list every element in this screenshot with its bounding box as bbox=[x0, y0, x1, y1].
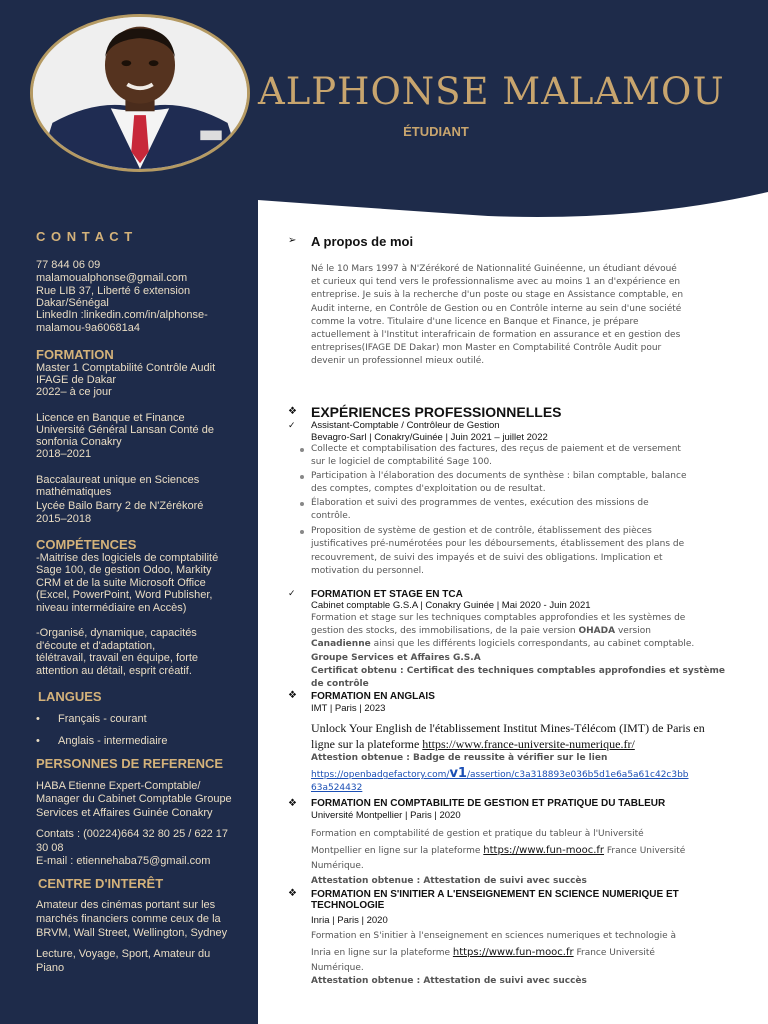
reference-contact-line: Contats : (00224)664 32 80 25 / 622 17 bbox=[36, 828, 229, 840]
job4-attestation: Attestation obtenue : Attestation de suivi avec succès bbox=[311, 876, 587, 886]
diamond-icon: ❖ bbox=[288, 888, 297, 899]
job5-sub: Inria | Paris | 2020 bbox=[311, 915, 388, 926]
check-icon: ✓ bbox=[288, 588, 296, 598]
interet-line: Lecture, Voyage, Sport, Amateur du bbox=[36, 948, 211, 960]
competences-line: -Organisé, dynamique, capacités bbox=[36, 627, 197, 639]
interet-line: BRVM, Wall Street, Wellington, Sydney bbox=[36, 927, 228, 939]
contact-phone: 77 844 06 09 bbox=[36, 259, 101, 271]
formation-line: Licence en Banque et Finance bbox=[36, 412, 185, 424]
job5-title: FORMATION EN S'INITIER A L'ENSEIGNEMENT EN SCIENCE NUMERIQUE ET TECHNOLOGIE bbox=[311, 889, 679, 911]
interet-heading: CENTRE D'INTERÊT bbox=[38, 876, 164, 891]
candidate-title: ÉTUDIANT bbox=[403, 124, 469, 139]
about-paragraph: Né le 10 Mars 1997 à N'Zérékoré de Nationnalité Guinéenne, un étudiant dévoué et curieux qui tend vers le professionnalisme avec au moins 1 an d'expérience en entreprise. Je suis à la recherche d'un poste ou stage en Assistance comptable, en Audit interne, en Contrôle de Gestion ou en Contrôle interne au sein d'une société comme la votre. Titulaire d'une licence en Banque et Finance, je prépare actuellement à l'Institut interafricain de formation en assurance et en gestion des entreprises(IFAGE DE Dakar) mon Master en Comptabilité Contrôle Audit pour devenir un professionnel mieux outilé. bbox=[311, 264, 684, 367]
competences-line: d'écoute et d'adaptation, bbox=[36, 640, 156, 652]
diamond-icon: ❖ bbox=[288, 406, 297, 417]
job1-bullet: Élaboration et suivi des programmes de ventes, exécution des missions de contrôle. bbox=[311, 497, 756, 524]
contact-address-line2: Dakar/Sénégal bbox=[36, 297, 109, 309]
job3-title: FORMATION EN ANGLAIS bbox=[311, 691, 435, 702]
arrow-icon: ➢ bbox=[288, 235, 297, 246]
profile-photo-image bbox=[33, 17, 247, 169]
job1-bullet: Collecte et comptabilisation des factures, des reçus de paiement et de versement sur le logiciel de comptabilité Sage 100. bbox=[311, 443, 756, 470]
competences-line: Sage 100, de gestion Odoo, Markity bbox=[36, 564, 212, 576]
interet-line: marchés financiers comme ceux de la bbox=[36, 913, 221, 925]
job1-bullet: Proposition de système de gestion et de contrôle, établissement des pièces justificatives pré-numérotées pour les déboursements, établissement des plans de recouvrement, de suivi des impayés et de suivi des obligations. Implication et motivation du personnel. bbox=[311, 525, 756, 579]
job5-description: Formation en S'initier à l'enseignement en sciences numeriques et technologie à Inria en ligne sur la plateforme https://www.fun-mooc.fr France Université Numérique. bbox=[311, 931, 677, 973]
fun-mooc-link[interactable]: https://www.fun-mooc.fr bbox=[483, 844, 605, 856]
job3-sub: IMT | Paris | 2023 bbox=[311, 703, 386, 714]
job2-company: Cabinet comptable G.S.A | Conakry Guinée | Mai 2020 - Juin 2021 bbox=[311, 600, 591, 611]
competences-line: CRM et de la suite Microsoft Office bbox=[36, 577, 206, 589]
job4-sub: Université Montpellier | Paris | 2020 bbox=[311, 810, 461, 821]
contact-heading: C O N T A C T bbox=[36, 229, 134, 244]
formation-line: 2022– à ce jour bbox=[36, 386, 112, 398]
formation-line: Université Général Lansan Conté de bbox=[36, 424, 214, 436]
reference-line: Services et Affaires Guinée Conakry bbox=[36, 807, 213, 819]
formation-line: sonfonia Conakry bbox=[36, 436, 122, 448]
competences-heading: COMPÉTENCES bbox=[36, 537, 137, 552]
formation-line: 2018–2021 bbox=[36, 448, 92, 460]
reference-line: Manager du Cabinet Comptable Groupe bbox=[36, 793, 232, 805]
contact-email: malamoualphonse@gmail.com bbox=[36, 272, 188, 284]
competences-line: (Excel, PowerPoint, Word Publisher, bbox=[36, 589, 213, 601]
langue-item: • Anglais - intermediaire bbox=[36, 735, 168, 747]
experiences-heading: EXPÉRIENCES PROFESSIONNELLES bbox=[311, 404, 562, 420]
formation-line: IFAGE de Dakar bbox=[36, 374, 117, 386]
formation-heading: FORMATION bbox=[36, 347, 114, 362]
interet-line: Amateur des cinémas portant sur les bbox=[36, 899, 216, 911]
reference-line: HABA Etienne Expert-Comptable/ bbox=[36, 780, 201, 792]
langues-heading: LANGUES bbox=[38, 689, 102, 704]
competences-line: niveau intermédiaire en Accès) bbox=[36, 602, 187, 614]
diamond-icon: ❖ bbox=[288, 798, 297, 809]
job5-attestation: Attestation obtenue : Attestation de suivi avec succès bbox=[311, 976, 587, 986]
about-heading: A propos de moi bbox=[311, 234, 414, 249]
job1-title: Assistant-Comptable / Contrôleur de Gestion bbox=[311, 420, 500, 431]
job4-title: FORMATION EN COMPTABILITE DE GESTION ET PRATIQUE DU TABLEUR bbox=[311, 798, 666, 809]
formation-line: Master 1 Comptabilité Contrôle Audit bbox=[36, 362, 216, 374]
formation-line: Baccalaureat unique en Sciences bbox=[36, 474, 200, 486]
reference-contact-line: 30 08 bbox=[36, 842, 64, 854]
competences-line: -Maitrise des logiciels de comptabilité bbox=[36, 552, 219, 564]
competences-line: attention au détail, esprit créatif. bbox=[36, 665, 192, 677]
job1-bullet: Participation à l'élaboration des documents de synthèse : bilan comptable, balance des comptes, comptes d'exploitation ou de resultat. bbox=[311, 470, 756, 497]
openbadge-link[interactable]: https://openbadgefactory.com/v1/assertion/c3a318893e036b5d1e6a5a61c42c3bb bbox=[311, 766, 689, 781]
reference-heading: PERSONNES DE REFERENCE bbox=[36, 756, 224, 771]
fun-mooc-link[interactable]: https://www.fun-mooc.fr bbox=[452, 946, 574, 958]
formation-line: mathématiques bbox=[36, 486, 112, 498]
job2-title: FORMATION ET STAGE EN TCA bbox=[311, 589, 463, 600]
formation-line: 2015–2018 bbox=[36, 513, 92, 525]
contact-address-line1: Rue LIB 37, Liberté 6 extension bbox=[36, 285, 191, 297]
job4-description: Formation en comptabilité de gestion et pratique du tableur à l'Université Montpellier en ligne sur la plateforme https://www.fun-mooc.fr France Université Numérique. bbox=[311, 829, 686, 871]
job3-line1: Unlock Your English de l'établissement Institut Mines-Télécom (IMT) de Paris en bbox=[311, 721, 705, 735]
main-content bbox=[258, 0, 768, 1024]
job3-attestation: Attestion obtenue : Badge de reussite à vérifier sur le lien bbox=[311, 753, 608, 763]
competences-line: télétravail, travail en équipe, forte bbox=[36, 652, 199, 664]
contact-linkedin-line2: malamou-9a60681a4 bbox=[36, 322, 140, 334]
reference-contact-line: E-mail : etiennehaba75@gmail.com bbox=[36, 855, 211, 867]
contact-linkedin-line1: LinkedIn :linkedin.com/in/alphonse- bbox=[36, 309, 208, 321]
interet-line: Piano bbox=[36, 962, 65, 974]
profile-photo bbox=[30, 14, 250, 172]
langue-item: • Français - courant bbox=[36, 713, 147, 725]
job3-line2: ligne sur la plateforme https://www.france-universite-numerique.fr/ bbox=[311, 737, 635, 751]
openbadge-link-end[interactable]: 63a524432 bbox=[311, 783, 363, 793]
candidate-name: ALPHONSE MALAMOU bbox=[258, 70, 725, 113]
job2-description: Formation et stage sur les techniques comptables approfondies et les systèmes de gestion des stocks, des immobilisations, de la paie version OHADA version Canadienne ainsi que les différents logiciels correspondants, au cabinet comptable. Groupe Services et Affaires G.S.A Certificat obtenu : Certificat des techniques comptables approfondies et système de contrôle bbox=[311, 613, 725, 690]
formation-line: Lycée Bailo Barry 2 de N'Zérékoré bbox=[36, 500, 204, 512]
job1-company: Bevagro-Sarl | Conakry/Guinée | Juin 2021 – juillet 2022 bbox=[311, 432, 548, 443]
diamond-icon: ❖ bbox=[288, 690, 297, 701]
check-icon: ✓ bbox=[288, 420, 296, 430]
france-universite-link[interactable]: https://www.france-universite-numerique.fr/ bbox=[422, 737, 635, 751]
